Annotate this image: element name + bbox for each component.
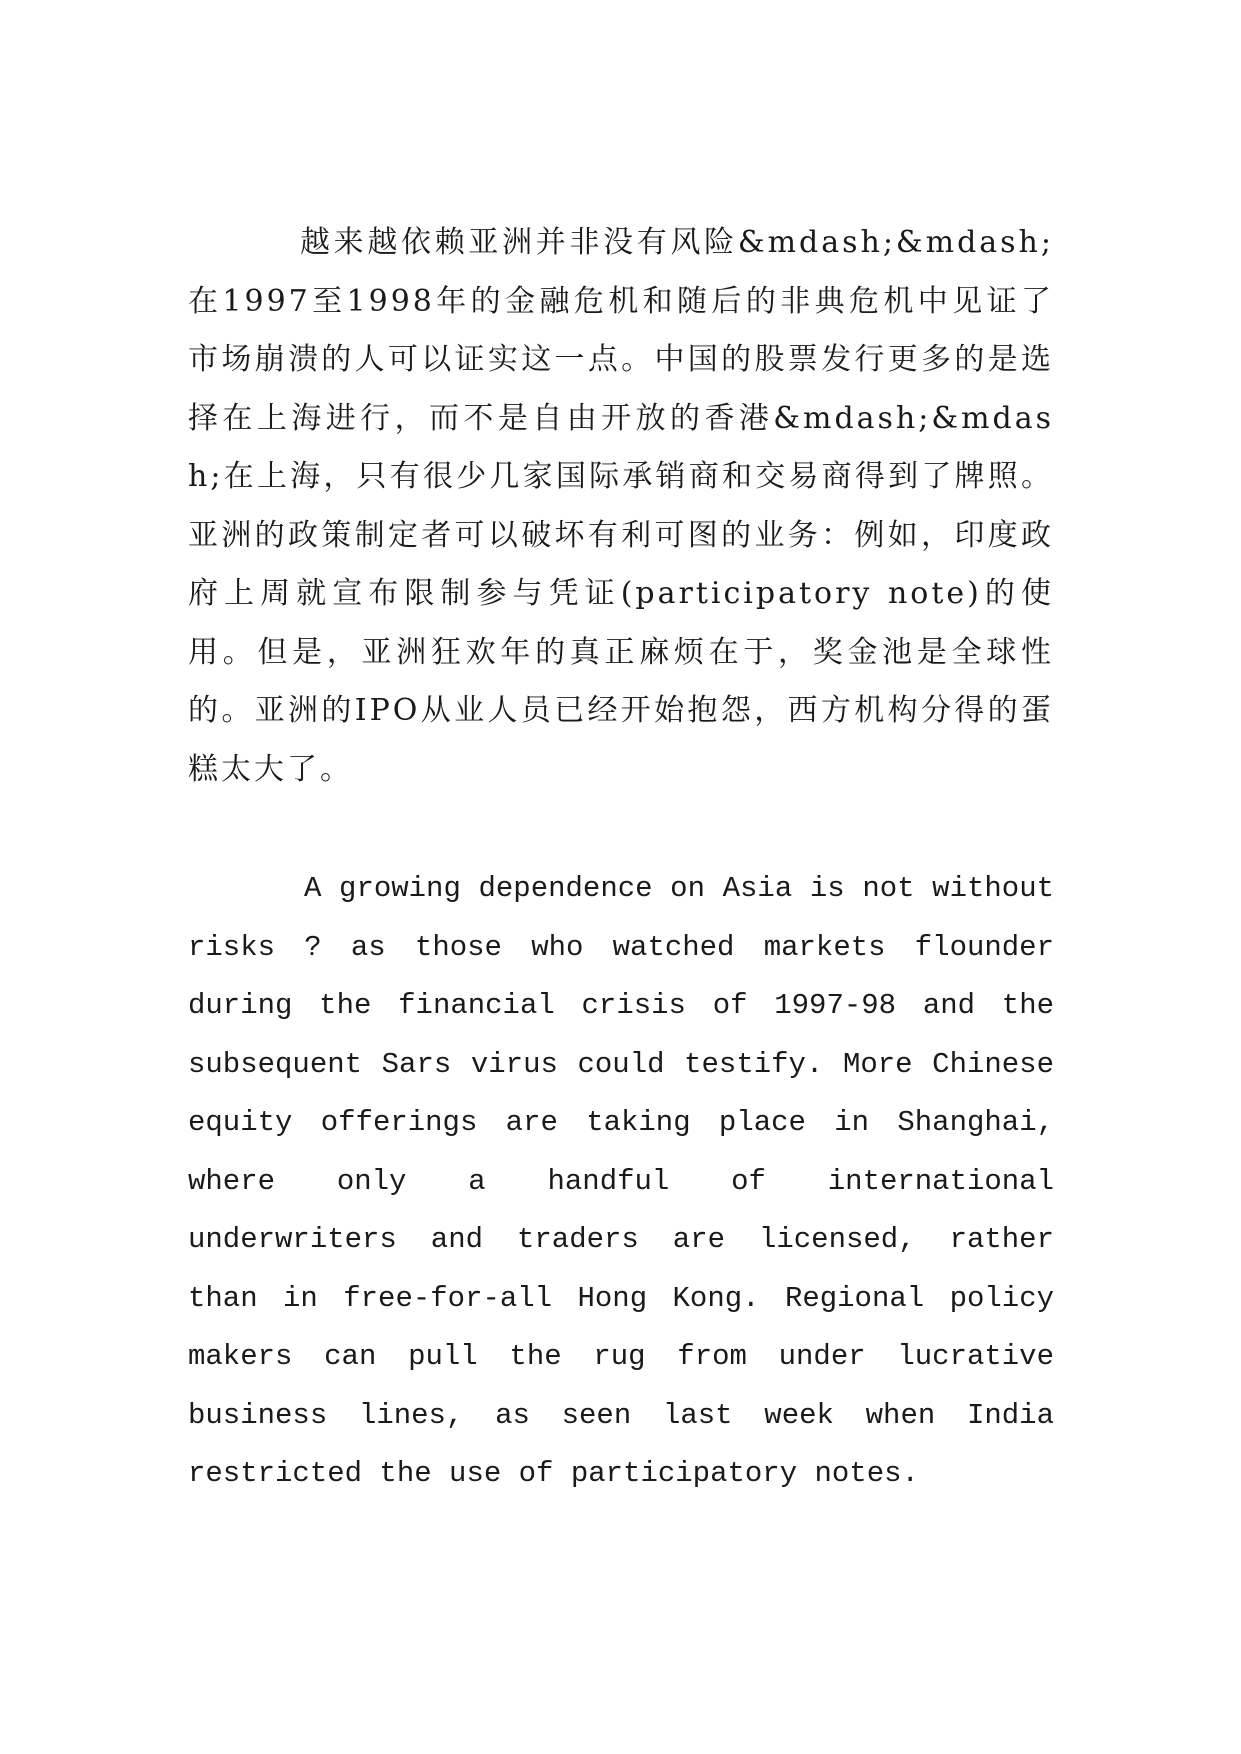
chinese-paragraph: 越来越依赖亚洲并非没有风险&mdash;&mdash;在1997至1998年的金融危机和随后的非典危机中见证了市场崩溃的人可以证实这一点。中国的股票发行更多的是选择在上海进行，而不是自由开放的香港&mdash;&mdash;在上海，只有很少几家国际承销商和交易商得到了牌照。亚洲的政策制定者可以破坏有利可图的业务：例如，印度政府上周就宣布限制参与凭证(participatory note)的使用。但是，亚洲狂欢年的真正麻烦在于，奖金池是全球性的。亚洲的IPO从业人员已经开始抱怨，西方机构分得的蛋糕太大了。	[188, 225, 1054, 787]
english-paragraph: A growing dependence on Asia is not without risks ? as those who watched markets flounder during the financial crisis of 1997-98 and the subsequent Sars virus could testify. More Chinese equity offerings are taking place in Shanghai, where only a handful of international underwriters and traders are licensed, rather than in free-for-all Hong Kong. Regional policy makers can pull the rug from under lucrative business lines, as seen last week when India restricted the use of participatory notes.	[188, 872, 1054, 1490]
